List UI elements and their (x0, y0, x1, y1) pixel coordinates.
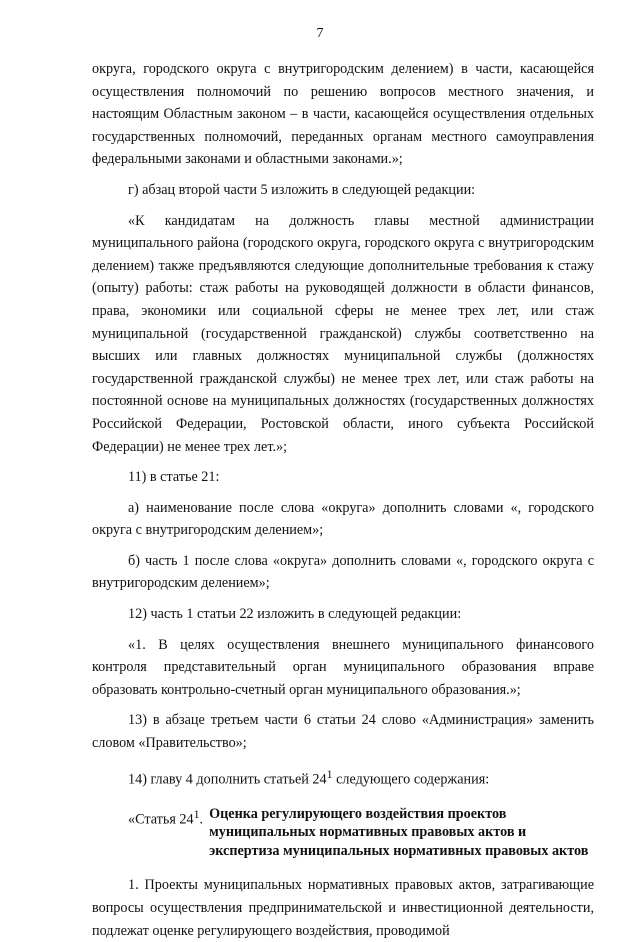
item-14-text: 14) главу 4 дополнить статьей 24 (128, 771, 327, 788)
paragraph-item-a: а) наименование после слова «округа» дополнить словами «, городского округа с внутригородским делением»; (92, 499, 594, 539)
document-body (92, 0, 594, 942)
paragraph-article-point-1: 1. Проекты муниципальных нормативных правовых актов, затрагивающие вопросы осуществления предпринимательской и инвестиционной деятельности, подлежат оценке регулирующего воздействия, проводимой (92, 877, 594, 939)
article-number: «Статья $24^1$. (128, 806, 204, 828)
article-heading (128, 805, 594, 861)
page-number: 7 (316, 26, 324, 41)
paragraph-quote-requirements: «К кандидатам на должность главы местной администрации муниципального района (городского округа, городского округа с внутригородским делением) также предъявляются следующие дополнительные требования к стажу (опыту) работы: стаж работы на руководящей должности в области финансов, права, экономики или социальной сферы не менее трех лет, или стаж муниципальной (государственной гражданской) службы соответственно на высших или главных должностях муниципальной службы (должностях государственной гражданской службы) не менее трех лет, или стаж работы на постоянной основе на муниципальных должностях (государственных должностях Российской Федерации, Ростовской области, иного субъекта Российской Федерации) не менее трех лет.»; (92, 212, 594, 455)
paragraph-continuation: округа, городского округа с внутригородским делением) в части, касающейся осуществления полномочий по решению вопросов местного значения, и настоящим Областным законом – в части, касающейся осуществления отдельных государственных полномочий, переданных органам местного самоуправления федеральными законами и областными законами.»; (92, 61, 594, 168)
item-14-tail: следующего содержания: (332, 771, 490, 788)
paragraph-item-11: 11) в статье 21: (128, 469, 220, 486)
paragraph-item-14 (92, 763, 594, 791)
paragraph-item-12: 12) часть 1 статьи 22 изложить в следующей редакции: (128, 606, 462, 623)
paragraph-item-b: б) часть 1 после слова «округа» дополнить словами «, городского округа с внутригородским делением»; (92, 552, 594, 592)
article-title: Оценка регулирующего воздействия проектов муниципальных нормативных правовых актов и экспертиза муниципальных нормативных правовых актов (209, 805, 589, 859)
paragraph-item-g: г) абзац второй части 5 изложить в следующей редакции: (128, 181, 476, 198)
paragraph-item-13: 13) в абзаце третьем части 6 статьи 24 слово «Администрация» заменить словом «Правительство»; (92, 712, 594, 752)
paragraph-quote-control: «1. В целях осуществления внешнего муниципального финансового контроля представительный орган муниципального образования вправе образовать контрольно-счетный орган муниципального образования.»; (92, 636, 594, 698)
item-14-superscript: 1 (326, 766, 333, 781)
